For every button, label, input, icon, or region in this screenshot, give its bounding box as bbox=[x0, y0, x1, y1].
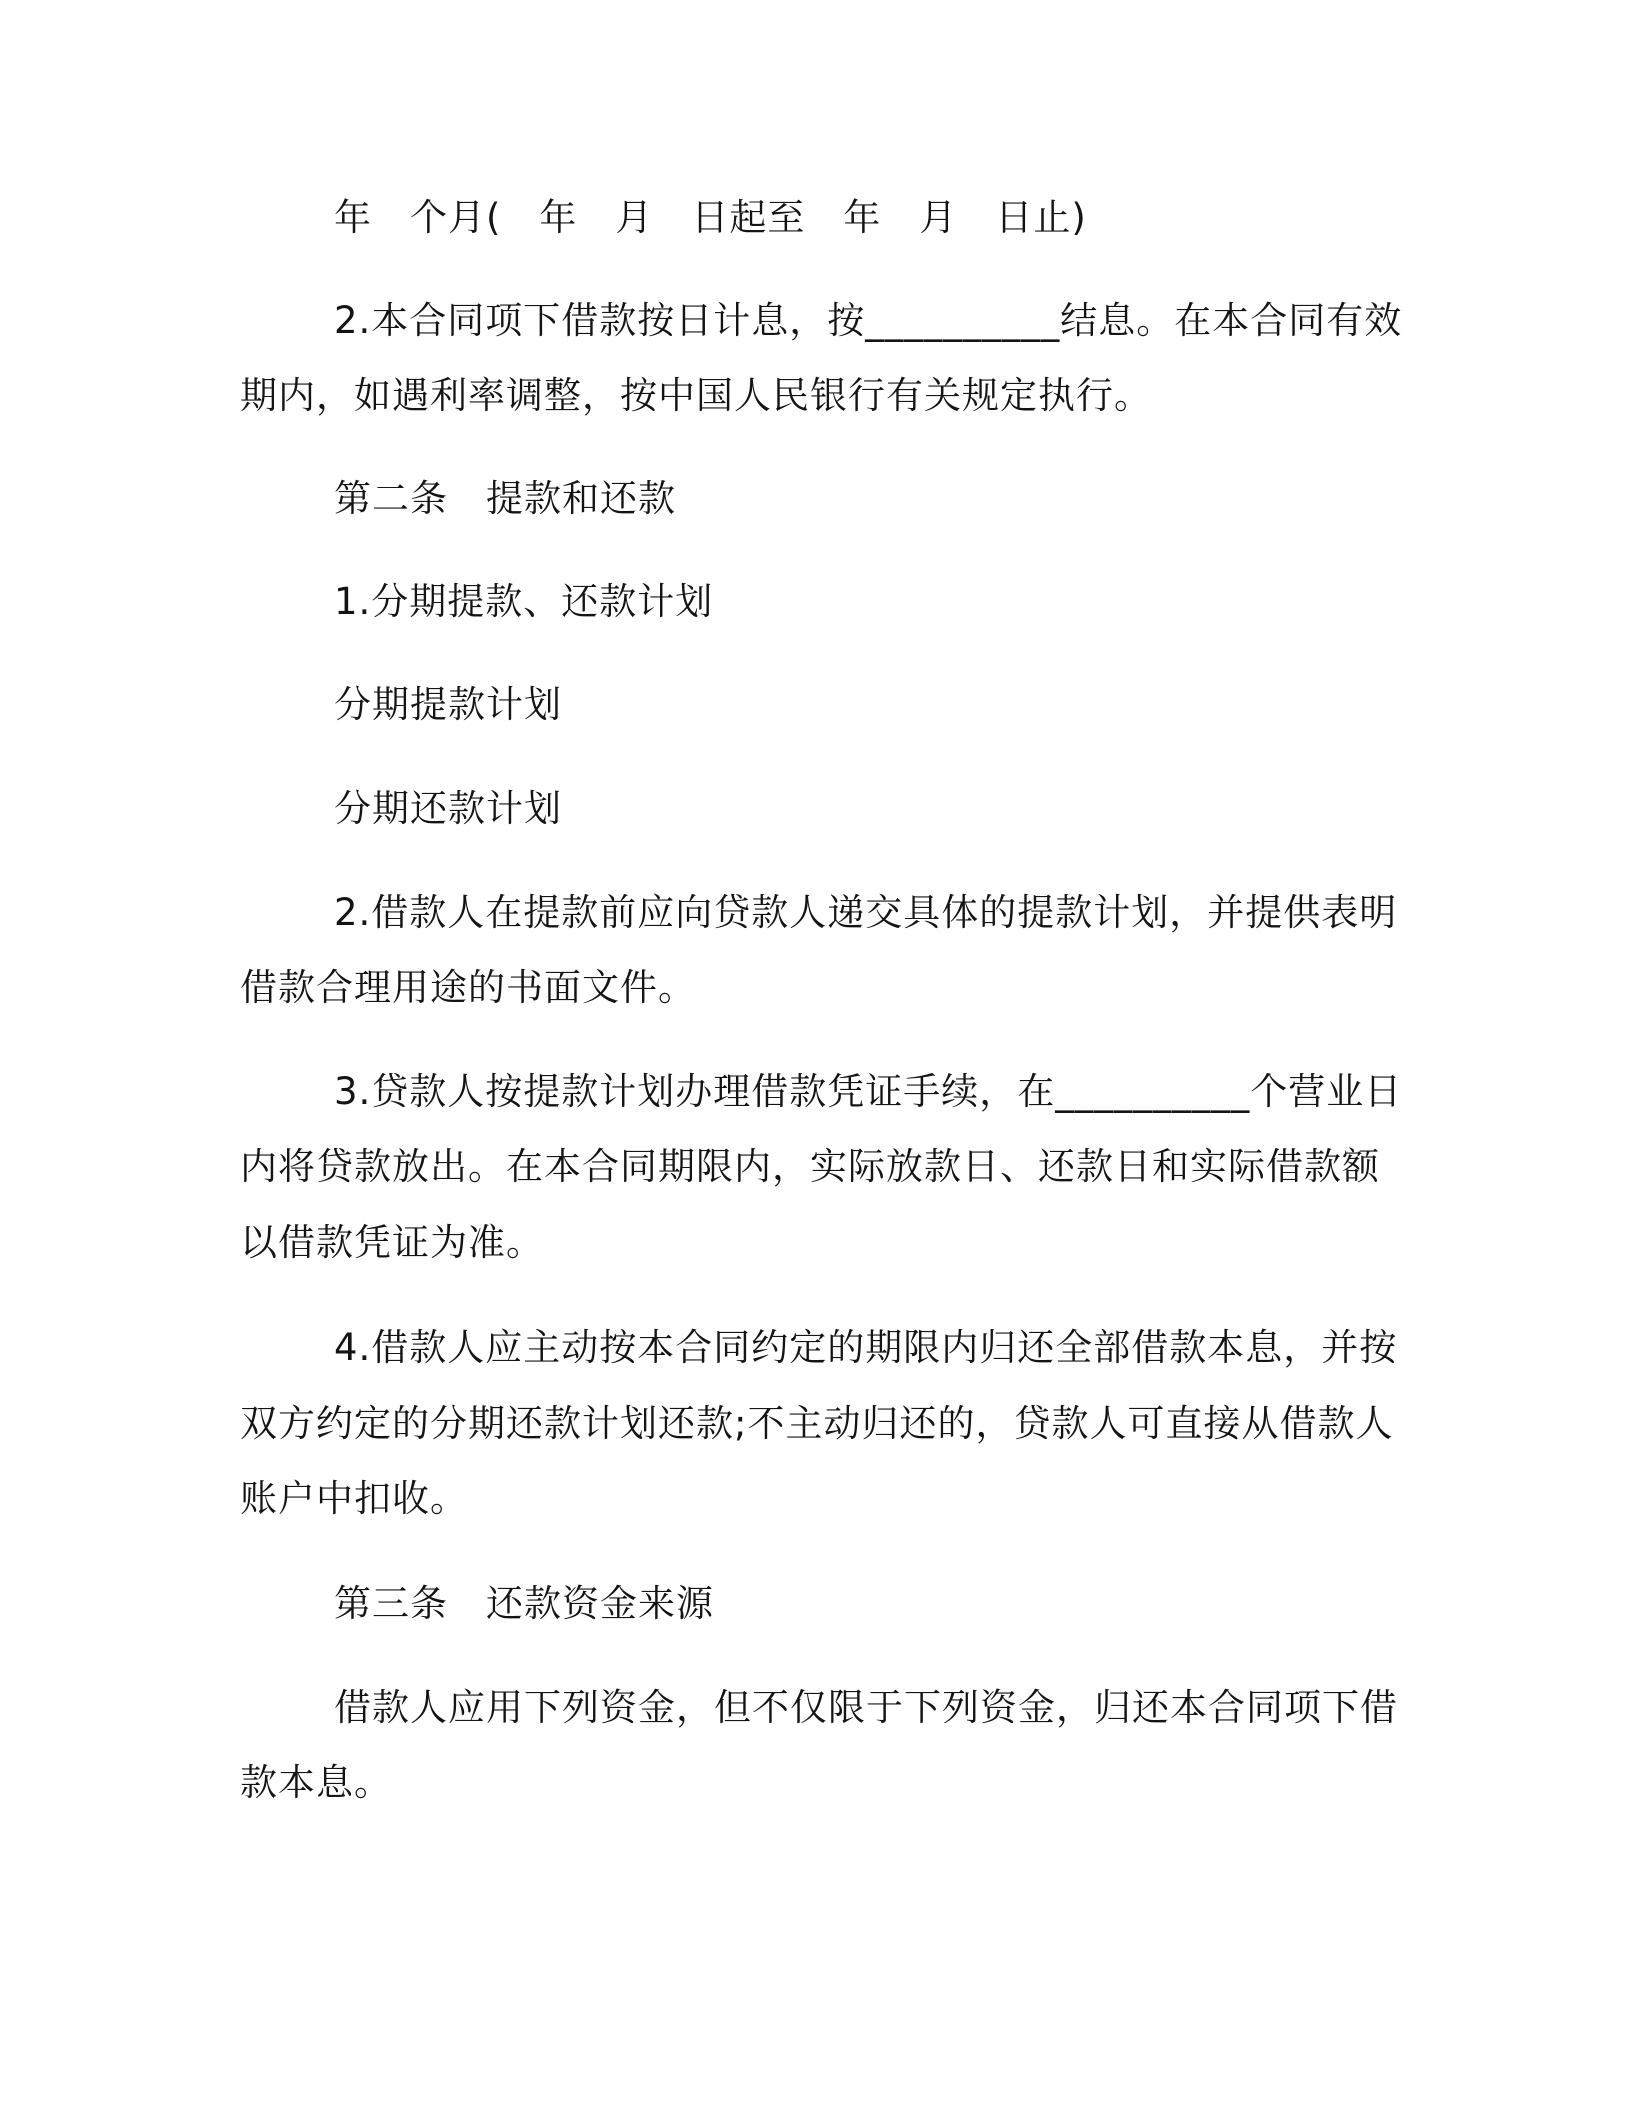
clause-2-3-line-3: 以借款凭证为准。 bbox=[240, 1221, 544, 1264]
article-2-heading: 第二条 提款和还款 bbox=[334, 477, 676, 520]
clause-2-3-line-1: 3.贷款人按提款计划办理借款凭证手续，在__________个营业日 bbox=[334, 1070, 1403, 1113]
article-3-body-line-2: 款本息。 bbox=[240, 1761, 392, 1804]
article-3-heading: 第三条 还款资金来源 bbox=[334, 1582, 714, 1625]
article-3-body-line-1: 借款人应用下列资金，但不仅限于下列资金，归还本合同项下借 bbox=[334, 1686, 1398, 1729]
drawdown-plan-label: 分期提款计划 bbox=[334, 683, 562, 726]
clause-2-2-line-2: 借款合理用途的书面文件。 bbox=[240, 966, 696, 1009]
repayment-plan-label: 分期还款计划 bbox=[334, 787, 562, 830]
clause-1-2-line-1: 2.本合同项下借款按日计息，按__________结息。在本合同有效 bbox=[334, 299, 1403, 342]
clause-2-4-line-3: 账户中扣收。 bbox=[240, 1477, 468, 1520]
clause-2-3-line-2: 内将贷款放出。在本合同期限内，实际放款日、还款日和实际借款额 bbox=[240, 1145, 1380, 1188]
clause-2-4-line-1: 4.借款人应主动按本合同约定的期限内归还全部借款本息，并按 bbox=[334, 1326, 1398, 1369]
clause-2-4-line-2: 双方约定的分期还款计划还款;不主动归还的，贷款人可直接从借款人 bbox=[240, 1402, 1394, 1445]
term-period-line: 年 个月( 年 月 日起至 年 月 日止) bbox=[334, 196, 1087, 239]
clause-2-2-line-1: 2.借款人在提款前应向贷款人递交具体的提款计划，并提供表明 bbox=[334, 891, 1398, 934]
clause-2-1-heading: 1.分期提款、还款计划 bbox=[334, 580, 714, 623]
clause-1-2-line-2: 期内，如遇利率调整，按中国人民银行有关规定执行。 bbox=[240, 374, 1152, 417]
